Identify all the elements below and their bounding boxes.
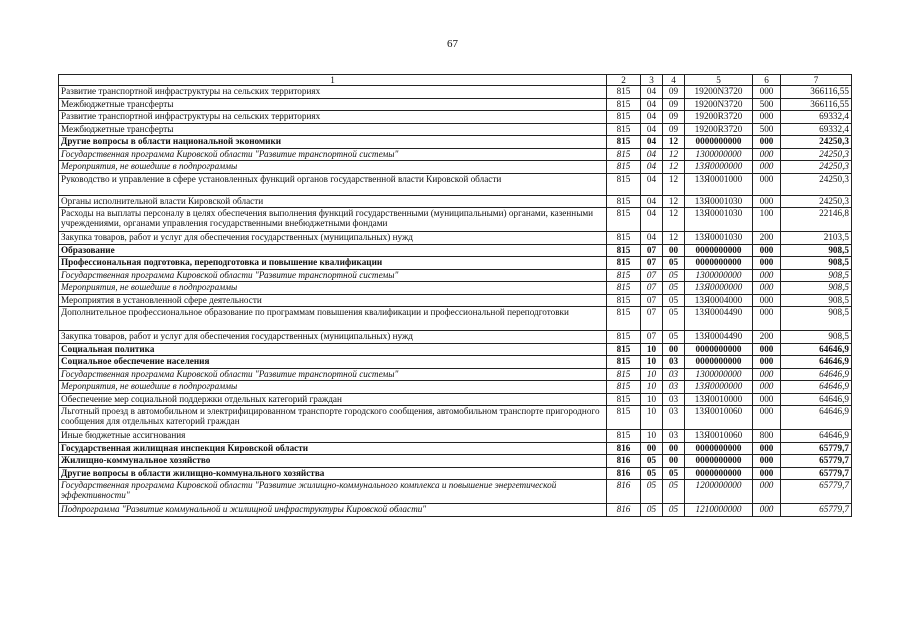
- row-code-admin: 815: [607, 282, 641, 295]
- row-code-target: 0000000000: [685, 356, 753, 369]
- row-code-admin: 816: [607, 480, 641, 504]
- row-code-admin: 815: [607, 356, 641, 369]
- row-code-admin: 815: [607, 343, 641, 356]
- table-row: [59, 282, 852, 295]
- row-code-subsection: 12: [663, 161, 685, 174]
- row-code-section: 07: [641, 307, 663, 331]
- table-row: [59, 343, 852, 356]
- table-row: [59, 368, 852, 381]
- row-code-subsection: 05: [663, 504, 685, 517]
- row-code-admin: 815: [607, 406, 641, 430]
- table-row: [59, 381, 852, 394]
- row-code-subsection: 05: [663, 480, 685, 504]
- row-code-subsection: 05: [663, 331, 685, 344]
- row-code-admin: 815: [607, 307, 641, 331]
- row-code-section: 05: [641, 504, 663, 517]
- row-code-subsection: 05: [663, 269, 685, 282]
- table-row: [59, 257, 852, 270]
- table-row: [59, 467, 852, 480]
- row-name: Жилищно-коммунальное хозяйство: [59, 455, 607, 468]
- row-code-section: 10: [641, 343, 663, 356]
- row-code-target: 13Я0004000: [685, 294, 753, 307]
- row-code-section: 04: [641, 98, 663, 111]
- row-code-subsection: 05: [663, 282, 685, 295]
- budget-table: [58, 74, 852, 517]
- row-name: Профессиональная подготовка, переподготовка и повышение квалификации: [59, 257, 607, 270]
- row-code-section: 05: [641, 455, 663, 468]
- table-row: [59, 294, 852, 307]
- column-header: 2: [607, 75, 641, 86]
- row-code-target: 0000000000: [685, 257, 753, 270]
- row-code-admin: 816: [607, 455, 641, 468]
- row-code-expense-type: 000: [753, 244, 781, 257]
- row-code-subsection: 05: [663, 307, 685, 331]
- row-code-expense-type: 000: [753, 406, 781, 430]
- row-amount: 64646,9: [781, 381, 852, 394]
- row-code-section: 07: [641, 269, 663, 282]
- row-code-section: 04: [641, 123, 663, 136]
- table-header-row: [59, 75, 852, 86]
- row-code-section: 00: [641, 442, 663, 455]
- row-code-admin: 815: [607, 294, 641, 307]
- row-code-target: 13Я0004490: [685, 331, 753, 344]
- row-code-target: 13Я0010060: [685, 406, 753, 430]
- table-row: [59, 307, 852, 331]
- row-code-target: 19200N3720: [685, 86, 753, 99]
- table-row: [59, 455, 852, 468]
- row-code-admin: 815: [607, 331, 641, 344]
- row-code-section: 04: [641, 136, 663, 149]
- row-name: Органы исполнительной власти Кировской области: [59, 195, 607, 208]
- row-code-admin: 815: [607, 136, 641, 149]
- row-code-expense-type: 200: [753, 232, 781, 245]
- row-code-target: 0000000000: [685, 244, 753, 257]
- row-code-subsection: 03: [663, 393, 685, 406]
- row-amount: 2103,5: [781, 232, 852, 245]
- column-header: 5: [685, 75, 753, 86]
- table-row: [59, 136, 852, 149]
- row-amount: 908,5: [781, 331, 852, 344]
- row-code-section: 07: [641, 331, 663, 344]
- row-amount: 65779,7: [781, 504, 852, 517]
- row-name: Развитие транспортной инфраструктуры на сельских территориях: [59, 111, 607, 124]
- row-code-subsection: 09: [663, 111, 685, 124]
- table-row: [59, 161, 852, 174]
- row-code-expense-type: 500: [753, 123, 781, 136]
- row-code-section: 04: [641, 232, 663, 245]
- row-code-expense-type: 000: [753, 455, 781, 468]
- table-row: [59, 430, 852, 443]
- table-row: [59, 269, 852, 282]
- row-name: Руководство и управление в сфере установленных функций органов государственной власти Кировской области: [59, 173, 607, 195]
- row-code-target: 13Я0001030: [685, 208, 753, 232]
- row-name: Мероприятия, не вошедшие в подпрограммы: [59, 161, 607, 174]
- row-code-target: 13Я0001000: [685, 173, 753, 195]
- row-code-expense-type: 000: [753, 307, 781, 331]
- row-code-section: 07: [641, 257, 663, 270]
- row-amount: 64646,9: [781, 393, 852, 406]
- table-row: [59, 244, 852, 257]
- row-code-expense-type: 000: [753, 257, 781, 270]
- row-code-admin: 815: [607, 111, 641, 124]
- row-name: Иные бюджетные ассигнования: [59, 430, 607, 443]
- column-header: 7: [781, 75, 852, 86]
- row-code-target: 1200000000: [685, 480, 753, 504]
- row-code-section: 04: [641, 173, 663, 195]
- row-code-admin: 816: [607, 442, 641, 455]
- row-code-subsection: 05: [663, 294, 685, 307]
- row-code-section: 10: [641, 406, 663, 430]
- row-code-target: 1300000000: [685, 148, 753, 161]
- row-code-subsection: 12: [663, 148, 685, 161]
- row-code-admin: 815: [607, 381, 641, 394]
- row-name: Льготный проезд в автомобильном и электрифицированном транспорте городского сообщения, автомобильном транспорте пригородного сообщения для отдельных категорий граждан: [59, 406, 607, 430]
- table-row: [59, 442, 852, 455]
- table-row: [59, 86, 852, 99]
- row-amount: 366116,55: [781, 98, 852, 111]
- row-name: Подпрограмма "Развитие коммунальной и жилищной инфраструктуры Кировской области": [59, 504, 607, 517]
- row-code-expense-type: 000: [753, 442, 781, 455]
- row-code-expense-type: 200: [753, 331, 781, 344]
- table-row: [59, 331, 852, 344]
- row-code-section: 04: [641, 111, 663, 124]
- row-name: Образование: [59, 244, 607, 257]
- row-code-target: 19200R3720: [685, 111, 753, 124]
- row-code-target: 1300000000: [685, 269, 753, 282]
- column-header: 3: [641, 75, 663, 86]
- column-header: 1: [59, 75, 607, 86]
- row-name: Межбюджетные трансферты: [59, 98, 607, 111]
- row-code-admin: 815: [607, 161, 641, 174]
- row-code-target: 0000000000: [685, 136, 753, 149]
- table-row: [59, 208, 852, 232]
- table-row: [59, 111, 852, 124]
- row-amount: 908,5: [781, 282, 852, 295]
- row-code-admin: 815: [607, 393, 641, 406]
- row-amount: 24250,3: [781, 148, 852, 161]
- row-code-expense-type: 500: [753, 98, 781, 111]
- row-code-admin: 815: [607, 232, 641, 245]
- row-code-subsection: 03: [663, 368, 685, 381]
- row-name: Другие вопросы в области жилищно-коммунального хозяйства: [59, 467, 607, 480]
- row-code-admin: 815: [607, 269, 641, 282]
- column-header: 4: [663, 75, 685, 86]
- row-name: Государственная программа Кировской области "Развитие транспортной системы": [59, 148, 607, 161]
- row-code-subsection: 03: [663, 406, 685, 430]
- row-code-expense-type: 000: [753, 343, 781, 356]
- row-code-subsection: 12: [663, 173, 685, 195]
- row-code-subsection: 12: [663, 136, 685, 149]
- row-name: Социальная политика: [59, 343, 607, 356]
- row-amount: 908,5: [781, 294, 852, 307]
- row-code-subsection: 09: [663, 98, 685, 111]
- row-name: Развитие транспортной инфраструктуры на сельских территориях: [59, 86, 607, 99]
- row-name: Обеспечение мер социальной поддержки отдельных категорий граждан: [59, 393, 607, 406]
- row-name: Межбюджетные трансферты: [59, 123, 607, 136]
- row-code-target: 13Я0010000: [685, 393, 753, 406]
- row-code-expense-type: 000: [753, 86, 781, 99]
- row-code-admin: 815: [607, 195, 641, 208]
- row-code-expense-type: 000: [753, 269, 781, 282]
- row-amount: 64646,9: [781, 343, 852, 356]
- row-code-expense-type: 000: [753, 195, 781, 208]
- row-code-section: 07: [641, 282, 663, 295]
- row-code-section: 04: [641, 208, 663, 232]
- row-name: Социальное обеспечение населения: [59, 356, 607, 369]
- table-row: [59, 173, 852, 195]
- row-code-expense-type: 800: [753, 430, 781, 443]
- row-code-target: 0000000000: [685, 455, 753, 468]
- row-code-expense-type: 000: [753, 368, 781, 381]
- row-name: Государственная программа Кировской области "Развитие жилищно-коммунального комплекса и повышение энергетической эффективности": [59, 480, 607, 504]
- page-number: 67: [447, 38, 458, 50]
- row-code-target: 13Я0000000: [685, 381, 753, 394]
- table-row: [59, 123, 852, 136]
- row-code-subsection: 12: [663, 208, 685, 232]
- row-code-section: 04: [641, 148, 663, 161]
- row-code-admin: 815: [607, 368, 641, 381]
- column-header: 6: [753, 75, 781, 86]
- row-amount: 65779,7: [781, 442, 852, 455]
- row-code-subsection: 00: [663, 244, 685, 257]
- row-code-subsection: 03: [663, 430, 685, 443]
- row-amount: 908,5: [781, 244, 852, 257]
- row-code-section: 04: [641, 86, 663, 99]
- row-name: Государственная жилищная инспекция Кировской области: [59, 442, 607, 455]
- row-name: Дополнительное профессиональное образование по программам повышения квалификации и профессиональной переподготовки: [59, 307, 607, 331]
- row-code-subsection: 05: [663, 467, 685, 480]
- row-code-admin: 815: [607, 257, 641, 270]
- row-amount: 65779,7: [781, 467, 852, 480]
- row-code-expense-type: 000: [753, 294, 781, 307]
- row-code-subsection: 00: [663, 343, 685, 356]
- row-amount: 69332,4: [781, 123, 852, 136]
- table-row: [59, 356, 852, 369]
- row-code-subsection: 03: [663, 381, 685, 394]
- row-code-expense-type: 000: [753, 161, 781, 174]
- row-code-target: 13Я0010060: [685, 430, 753, 443]
- row-amount: 64646,9: [781, 406, 852, 430]
- table-row: [59, 393, 852, 406]
- row-code-expense-type: 000: [753, 393, 781, 406]
- row-code-admin: 815: [607, 148, 641, 161]
- row-code-expense-type: 000: [753, 480, 781, 504]
- table-row: [59, 480, 852, 504]
- row-name: Расходы на выплаты персоналу в целях обеспечения выполнения функций государственными (муниципальными) органами, казенными учреждениями, органами управления государственными внебюджетными фондами: [59, 208, 607, 232]
- row-code-admin: 816: [607, 467, 641, 480]
- row-name: Закупка товаров, работ и услуг для обеспечения государственных (муниципальных) нужд: [59, 232, 607, 245]
- row-code-section: 04: [641, 161, 663, 174]
- row-code-expense-type: 000: [753, 467, 781, 480]
- row-code-target: 13Я0000000: [685, 161, 753, 174]
- table-row: [59, 504, 852, 517]
- row-code-target: 13Я0001030: [685, 195, 753, 208]
- row-code-expense-type: 000: [753, 111, 781, 124]
- row-code-subsection: 00: [663, 442, 685, 455]
- row-code-section: 10: [641, 430, 663, 443]
- row-code-section: 10: [641, 393, 663, 406]
- row-code-target: 0000000000: [685, 442, 753, 455]
- row-code-target: 19200R3720: [685, 123, 753, 136]
- row-name: Мероприятия, не вошедшие в подпрограммы: [59, 282, 607, 295]
- row-amount: 22146,8: [781, 208, 852, 232]
- row-code-target: 1210000000: [685, 504, 753, 517]
- row-amount: 24250,3: [781, 195, 852, 208]
- row-code-target: 13Я0004490: [685, 307, 753, 331]
- row-code-expense-type: 000: [753, 381, 781, 394]
- row-code-target: 1300000000: [685, 368, 753, 381]
- row-code-expense-type: 100: [753, 208, 781, 232]
- row-code-section: 05: [641, 467, 663, 480]
- row-code-section: 07: [641, 294, 663, 307]
- row-code-subsection: 00: [663, 455, 685, 468]
- row-code-subsection: 12: [663, 232, 685, 245]
- row-amount: 69332,4: [781, 111, 852, 124]
- row-code-target: 0000000000: [685, 467, 753, 480]
- row-code-expense-type: 000: [753, 504, 781, 517]
- row-amount: 65779,7: [781, 480, 852, 504]
- row-code-section: 10: [641, 381, 663, 394]
- row-code-admin: 815: [607, 244, 641, 257]
- row-amount: 24250,3: [781, 161, 852, 174]
- row-code-section: 05: [641, 480, 663, 504]
- row-code-subsection: 03: [663, 356, 685, 369]
- row-code-admin: 815: [607, 123, 641, 136]
- row-amount: 64646,9: [781, 356, 852, 369]
- row-name: Государственная программа Кировской области "Развитие транспортной системы": [59, 368, 607, 381]
- row-amount: 908,5: [781, 269, 852, 282]
- row-amount: 24250,3: [781, 136, 852, 149]
- table-row: [59, 195, 852, 208]
- row-code-admin: 815: [607, 86, 641, 99]
- row-code-subsection: 12: [663, 195, 685, 208]
- row-code-admin: 815: [607, 98, 641, 111]
- row-code-section: 10: [641, 356, 663, 369]
- row-amount: 24250,3: [781, 173, 852, 195]
- row-code-subsection: 09: [663, 123, 685, 136]
- row-name: Мероприятия, не вошедшие в подпрограммы: [59, 381, 607, 394]
- row-code-subsection: 05: [663, 257, 685, 270]
- row-code-expense-type: 000: [753, 173, 781, 195]
- row-code-admin: 815: [607, 208, 641, 232]
- row-name: Государственная программа Кировской области "Развитие транспортной системы": [59, 269, 607, 282]
- row-code-admin: 815: [607, 173, 641, 195]
- row-amount: 908,5: [781, 307, 852, 331]
- row-code-expense-type: 000: [753, 282, 781, 295]
- row-code-target: 13Я0000000: [685, 282, 753, 295]
- row-code-target: 0000000000: [685, 343, 753, 356]
- row-code-section: 10: [641, 368, 663, 381]
- table-row: [59, 148, 852, 161]
- table-row: [59, 232, 852, 245]
- row-code-subsection: 09: [663, 86, 685, 99]
- table-row: [59, 98, 852, 111]
- row-name: Мероприятия в установленной сфере деятельности: [59, 294, 607, 307]
- row-name: Закупка товаров, работ и услуг для обеспечения государственных (муниципальных) нужд: [59, 331, 607, 344]
- row-code-section: 07: [641, 244, 663, 257]
- row-name: Другие вопросы в области национальной экономики: [59, 136, 607, 149]
- row-code-target: 13Я0001030: [685, 232, 753, 245]
- row-code-expense-type: 000: [753, 148, 781, 161]
- table-row: [59, 406, 852, 430]
- row-amount: 908,5: [781, 257, 852, 270]
- row-code-target: 19200N3720: [685, 98, 753, 111]
- row-amount: 64646,9: [781, 430, 852, 443]
- row-amount: 366116,55: [781, 86, 852, 99]
- row-code-expense-type: 000: [753, 356, 781, 369]
- row-code-expense-type: 000: [753, 136, 781, 149]
- row-code-admin: 815: [607, 430, 641, 443]
- row-amount: 65779,7: [781, 455, 852, 468]
- row-amount: 64646,9: [781, 368, 852, 381]
- row-code-admin: 816: [607, 504, 641, 517]
- row-code-section: 04: [641, 195, 663, 208]
